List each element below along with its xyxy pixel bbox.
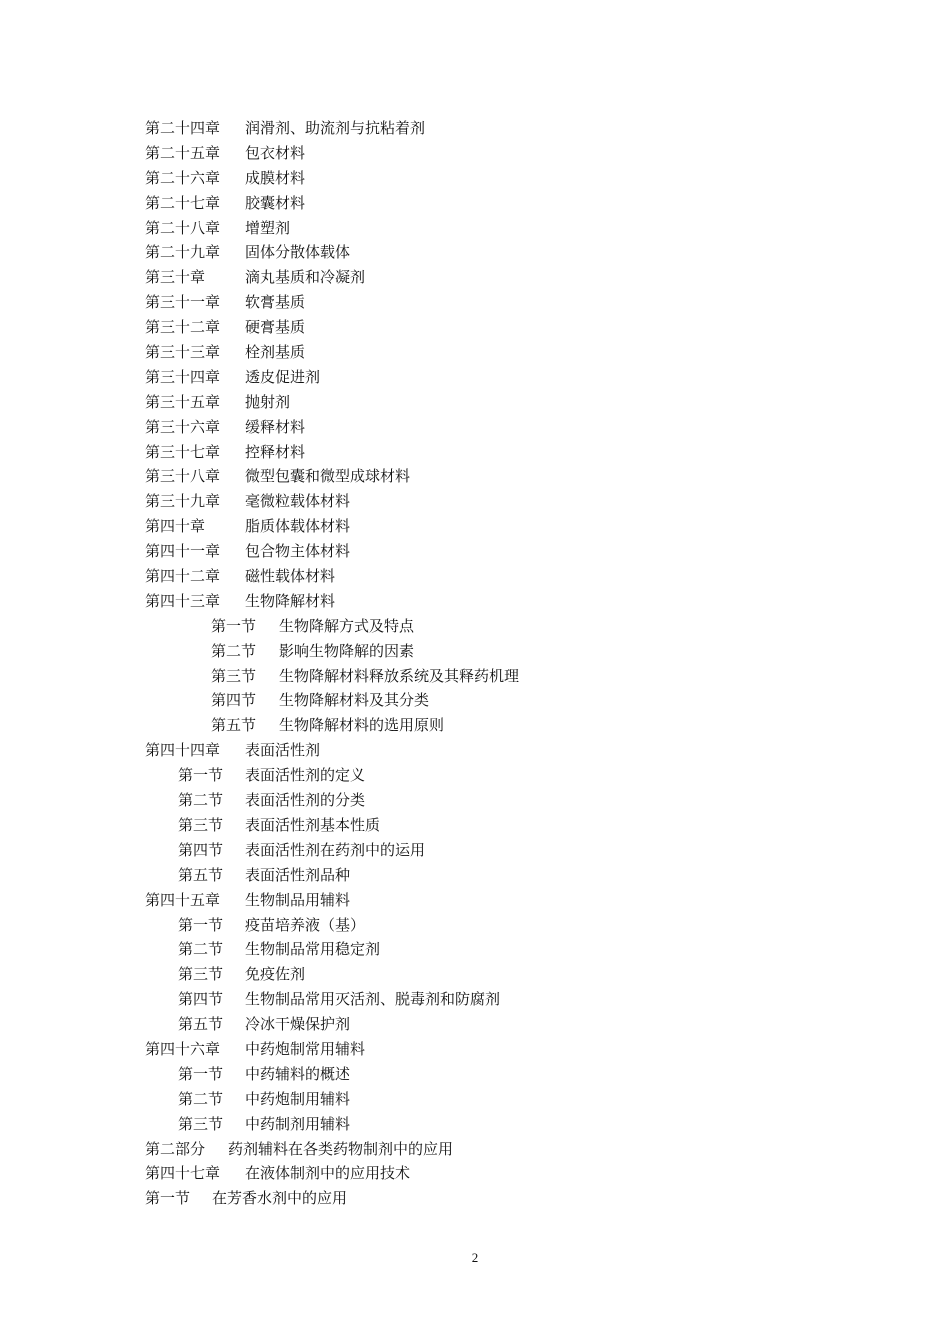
toc-entry-number: 第三十八章	[145, 467, 221, 486]
toc-entry-number: 第三节	[178, 815, 224, 834]
toc-entry-number: 第三十三章	[145, 343, 221, 362]
toc-entry-section	[145, 838, 865, 863]
toc-entry-number: 第三十章	[145, 268, 206, 287]
toc-entry-number: 第四节	[178, 840, 224, 859]
toc-entry-number: 第三十五章	[145, 392, 221, 411]
toc-entry-number: 第三十二章	[145, 318, 221, 337]
toc-entry-title: 透皮促进剂	[245, 367, 321, 386]
toc-entry-number: 第四十四章	[145, 741, 221, 760]
toc-entry-title: 表面活性剂品种	[245, 865, 351, 884]
toc-entry-title: 润滑剂、助流剂与抗粘着剂	[245, 119, 426, 137]
toc-entry-number: 第一节	[178, 915, 224, 934]
toc-entry-section-deep	[145, 614, 865, 639]
toc-entry-chapter	[145, 340, 865, 365]
toc-entry-title: 滴丸基质和冷凝剂	[245, 268, 366, 287]
toc-entry-title: 表面活性剂的分类	[245, 791, 366, 810]
toc-entry-section	[145, 1012, 865, 1037]
toc-entry-number: 第四十五章	[145, 890, 221, 909]
toc-entry-number: 第五节	[211, 716, 257, 735]
toc-entry-title: 生物制品常用稳定剂	[245, 940, 381, 959]
toc-entry-title: 生物降解方式及特点	[279, 616, 415, 635]
toc-entry-number: 第二十五章	[145, 143, 221, 162]
toc-entry-title: 硬膏基质	[245, 318, 306, 337]
toc-entry-title: 在芳香水剂中的应用	[212, 1189, 348, 1208]
toc-entry-number: 第三十四章	[145, 367, 221, 386]
toc-entry-title: 磁性载体材料	[245, 567, 336, 586]
toc-entry-section	[145, 987, 865, 1012]
toc-entry-section-deep	[145, 713, 865, 738]
toc-entry-chapter	[145, 738, 865, 763]
toc-entry-chapter	[145, 315, 865, 340]
toc-entry-number: 第二节	[178, 791, 224, 810]
toc-entry-number: 第三节	[178, 1114, 224, 1133]
toc-entry-title: 微型包囊和微型成球材料	[245, 467, 411, 486]
toc-entry-title: 包合物主体材料	[245, 542, 351, 561]
toc-entry-chapter	[145, 440, 865, 465]
toc-entry-number: 第一节	[145, 1189, 191, 1208]
toc-entry-number: 第一节	[211, 616, 257, 635]
toc-entry-title: 成膜材料	[245, 168, 306, 187]
toc-entry-chapter	[145, 415, 865, 440]
toc-entry-title: 栓剂基质	[245, 343, 306, 362]
toc-entry-chapter	[145, 888, 865, 913]
toc-entry-chapter	[145, 116, 865, 141]
toc-entry-title: 中药制剂用辅料	[245, 1114, 351, 1133]
toc-entry-number: 第二部分	[145, 1139, 206, 1158]
toc-entry-title: 生物降解材料及其分类	[279, 691, 430, 710]
toc-entry-number: 第二节	[178, 1089, 224, 1108]
toc-entry-title: 冷冰干燥保护剂	[245, 1015, 351, 1034]
toc-entry-number: 第二节	[178, 940, 224, 959]
toc-entry-number: 第二十九章	[145, 243, 221, 262]
toc-entry-title: 生物制品用辅料	[245, 890, 351, 909]
toc-entry-number: 第五节	[178, 865, 224, 884]
toc-entry-title: 软膏基质	[245, 293, 306, 312]
toc-entry-chapter	[145, 589, 865, 614]
toc-entry-title: 缓释材料	[245, 417, 306, 436]
table-of-contents	[145, 116, 865, 1211]
toc-entry-number: 第二节	[211, 641, 257, 660]
toc-entry-section	[145, 1112, 865, 1137]
toc-entry-section	[145, 937, 865, 962]
toc-entry-number: 第四十二章	[145, 567, 221, 586]
toc-entry-title: 生物降解材料的选用原则	[279, 716, 445, 735]
toc-entry-number: 第三十六章	[145, 417, 221, 436]
toc-entry-title: 生物制品常用灭活剂、脱毒剂和防腐剂	[245, 990, 501, 1009]
toc-entry-title: 药剂辅料在各类药物制剂中的应用	[228, 1139, 454, 1158]
toc-entry-chapter	[145, 265, 865, 290]
toc-entry-section	[145, 1087, 865, 1112]
toc-entry-number: 第一节	[178, 1064, 224, 1083]
toc-entry-number: 第三十九章	[145, 492, 221, 511]
toc-entry-number: 第二十七章	[145, 193, 221, 212]
toc-entry-chapter	[145, 514, 865, 539]
toc-entry-chapter	[145, 191, 865, 216]
toc-entry-chapter	[145, 1037, 865, 1062]
toc-entry-section-deep	[145, 688, 865, 713]
toc-entry-chapter	[145, 390, 865, 415]
toc-entry-title: 控释材料	[245, 442, 306, 461]
toc-entry-section	[145, 913, 865, 938]
toc-entry-chapter	[145, 564, 865, 589]
toc-entry-title: 疫苗培养液（基）	[245, 915, 366, 934]
toc-entry-title: 免疫佐剂	[245, 965, 306, 984]
toc-entry-number: 第四节	[211, 691, 257, 710]
page-number: 2	[471, 1250, 479, 1265]
toc-entry-title: 脂质体载体材料	[245, 517, 351, 536]
toc-entry-title: 增塑剂	[245, 218, 291, 237]
toc-entry-chapter	[145, 464, 865, 489]
toc-entry-title: 生物降解材料	[245, 591, 336, 610]
toc-entry-title: 表面活性剂基本性质	[245, 815, 381, 834]
toc-entry-title: 生物降解材料释放系统及其释药机理	[279, 666, 520, 685]
toc-entry-title: 中药炮制用辅料	[245, 1089, 351, 1108]
toc-entry-title: 胶囊材料	[245, 193, 306, 212]
toc-entry-number: 第三十七章	[145, 442, 221, 461]
toc-entry-chapter	[145, 240, 865, 265]
toc-entry-title: 在液体制剂中的应用技术	[245, 1164, 411, 1183]
toc-entry-title: 表面活性剂	[245, 741, 321, 760]
toc-entry-number: 第四十七章	[145, 1164, 221, 1183]
toc-entry-part	[145, 1137, 865, 1162]
toc-entry-chapter	[145, 141, 865, 166]
toc-entry-section	[145, 1062, 865, 1087]
toc-entry-number: 第一节	[178, 766, 224, 785]
toc-entry-title: 毫微粒载体材料	[245, 492, 351, 511]
toc-entry-section	[145, 788, 865, 813]
toc-entry-title: 抛射剂	[245, 392, 291, 411]
toc-entry-number: 第四十三章	[145, 591, 221, 610]
toc-entry-title: 影响生物降解的因素	[279, 641, 415, 660]
toc-entry-title: 中药炮制常用辅料	[245, 1039, 366, 1058]
toc-entry-title: 表面活性剂的定义	[245, 766, 366, 785]
toc-entry-number: 第四十章	[145, 517, 206, 536]
toc-entry-number: 第二十八章	[145, 218, 221, 237]
toc-entry-chapter	[145, 166, 865, 191]
toc-entry-number: 第三节	[178, 965, 224, 984]
toc-entry-chapter	[145, 365, 865, 390]
toc-entry-section	[145, 962, 865, 987]
toc-entry-section-deep	[145, 639, 865, 664]
toc-entry-chapter	[145, 539, 865, 564]
toc-entry-number: 第三十一章	[145, 293, 221, 312]
toc-entry-number: 第二十六章	[145, 168, 221, 187]
toc-entry-section	[145, 813, 865, 838]
toc-entry-number: 第二十四章	[145, 119, 221, 137]
toc-entry-section	[145, 763, 865, 788]
toc-entry-section	[145, 863, 865, 888]
toc-entry-number: 第四十一章	[145, 542, 221, 561]
toc-entry-chapter	[145, 1161, 865, 1186]
toc-entry-number: 第三节	[211, 666, 257, 685]
toc-entry-title: 固体分散体载体	[245, 243, 351, 262]
toc-entry-number: 第五节	[178, 1015, 224, 1034]
toc-entry-chapter	[145, 489, 865, 514]
toc-entry-number: 第四节	[178, 990, 224, 1009]
toc-entry-title: 包衣材料	[245, 143, 306, 162]
toc-entry-number: 第四十六章	[145, 1039, 221, 1058]
toc-entry-title: 表面活性剂在药剂中的运用	[245, 840, 426, 859]
toc-entry-flat	[145, 1186, 865, 1211]
toc-entry-title: 中药辅料的概述	[245, 1064, 351, 1083]
toc-entry-chapter	[145, 216, 865, 241]
toc-entry-chapter	[145, 290, 865, 315]
toc-entry-section-deep	[145, 664, 865, 689]
